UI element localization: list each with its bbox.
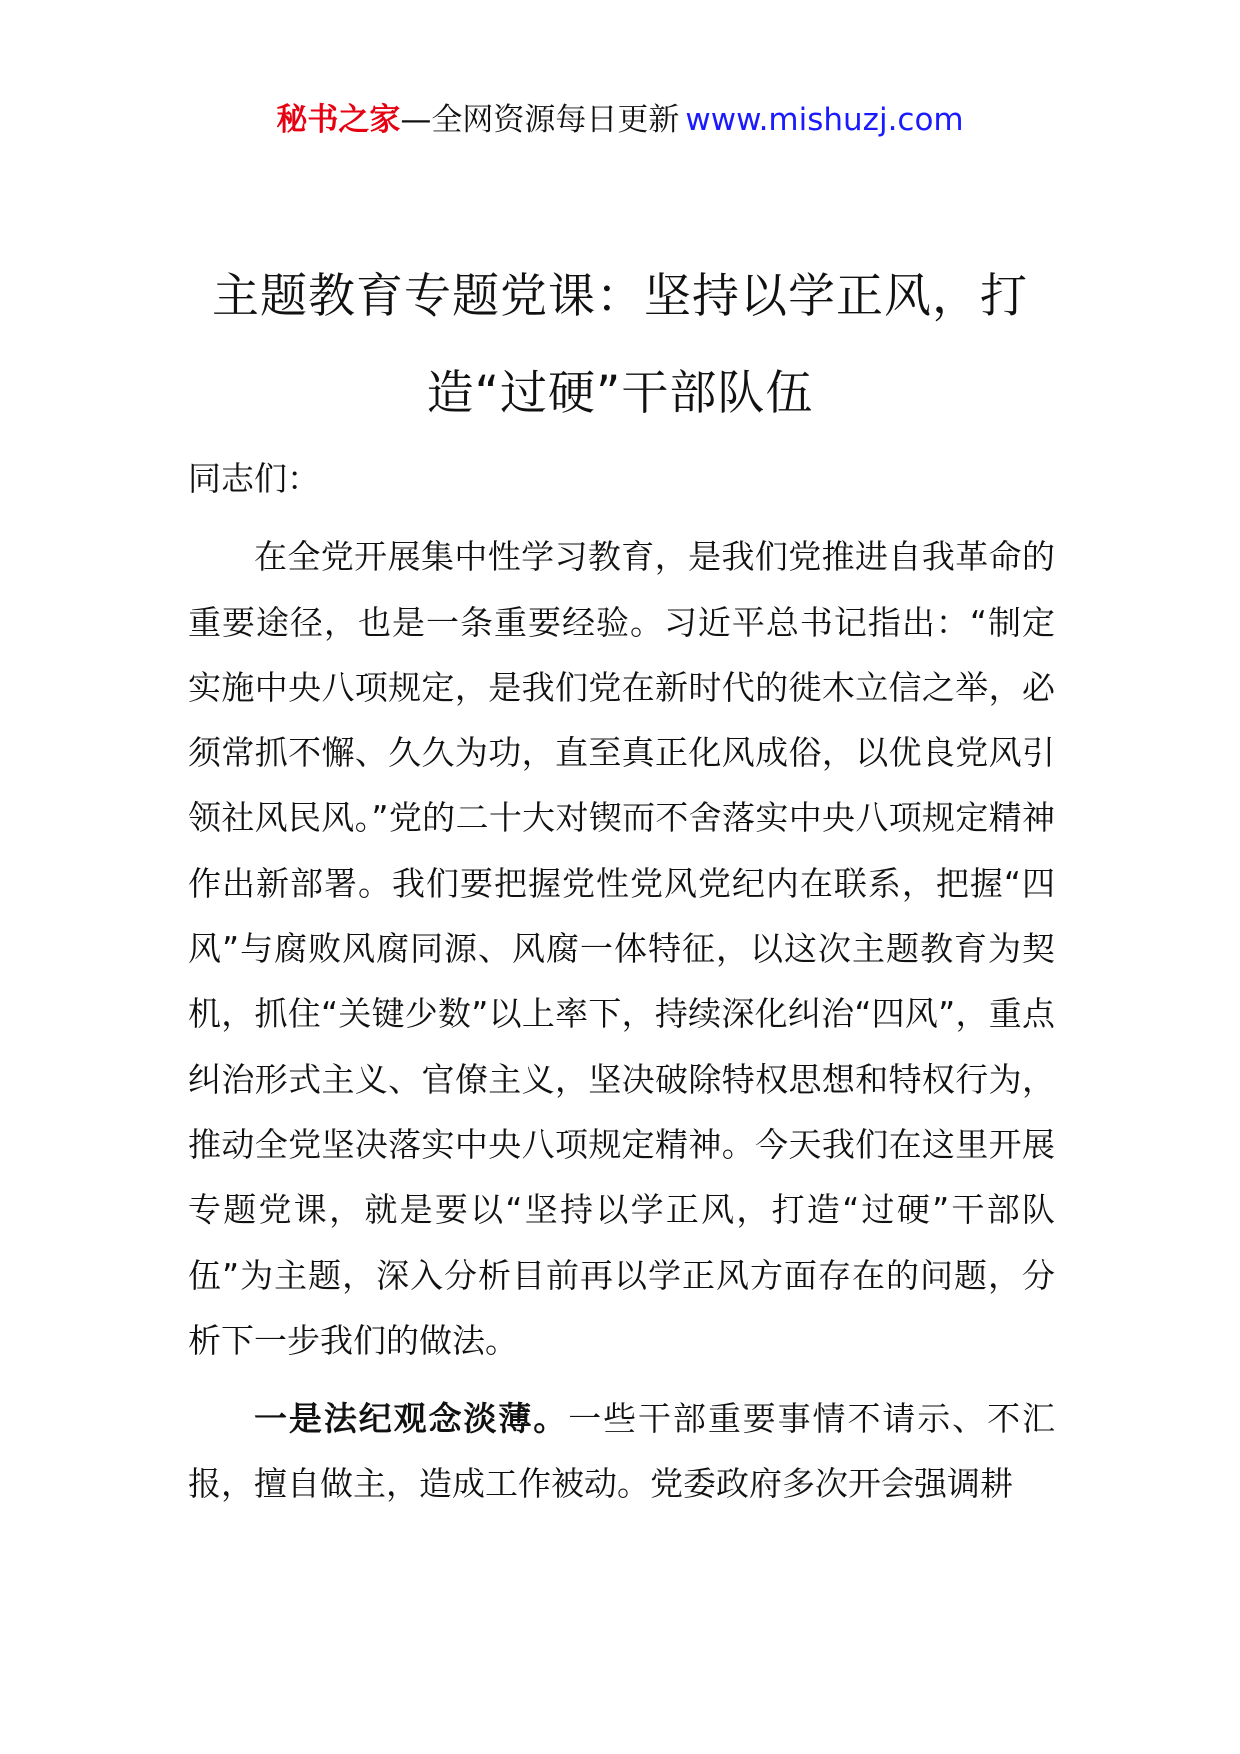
salutation: 同志们： xyxy=(188,459,320,498)
page-header xyxy=(0,100,1240,140)
section-paragraph xyxy=(188,1386,1055,1517)
document-title: 主题教育专题党课：坚持以学正风，打造“过硬”干部队伍 xyxy=(212,269,1028,421)
document-body xyxy=(188,446,1055,1517)
site-url-link[interactable]: www.mishuzj.com xyxy=(685,102,964,138)
section-heading: 一是法纪观念淡薄。 xyxy=(254,1399,569,1439)
header-tagline: —全网资源每日更新 xyxy=(400,102,680,138)
brand-name: 秘书之家 xyxy=(276,102,401,138)
intro-paragraph: 在全党开展集中性学习教育，是我们党推进自我革命的重要途径，也是一条重要经验。习近平总书记指出：“制定实施中央八项规定，是我们党在新时代的徙木立信之举，必须常抓不懈、久久为功，直至真正化风成俗，以优良党风引领社风民风。”党的二十大对锲而不舍落实中央八项规定精神作出新部署。我们要把握党性党风党纪内在联系，把握“四风”与腐败风腐同源、风腐一体特征，以这次主题教育为契机，抓住“关键少数”以上率下，持续深化纠治“四风”，重点纠治形式主义、官僚主义，坚决破除特权思想和特权行为，推动全党坚决落实中央八项规定精神。今天我们在这里开展专题党课，就是要以“坚持以学正风，打造“过硬”干部队伍”为主题，深入分析目前再以学正风方面存在的问题，分析下一步我们的做法。 xyxy=(188,537,1055,1360)
section-text: 一些干部重要事情不请示、不汇报，擅自做主，造成工作被动。党委政府多次开会强调耕 xyxy=(188,1399,1056,1504)
